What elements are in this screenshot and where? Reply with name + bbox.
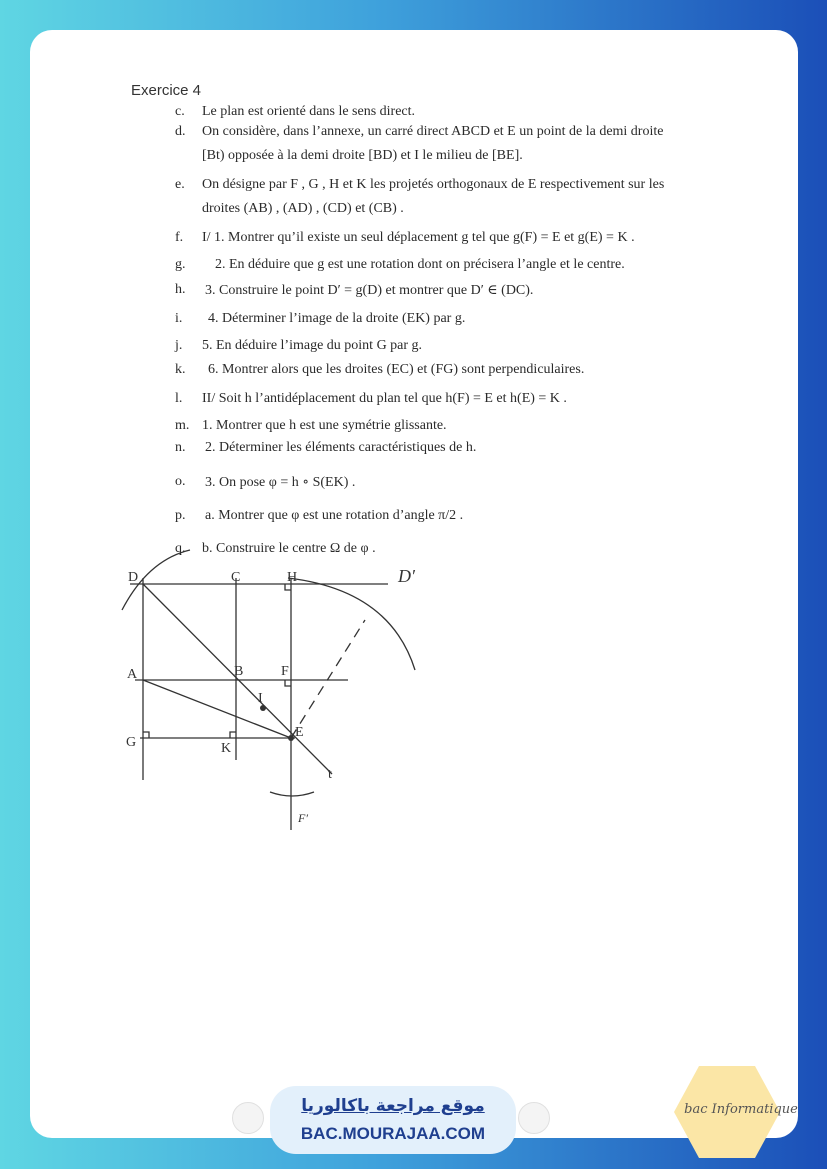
line-ae xyxy=(143,680,291,738)
label-a: A xyxy=(127,667,138,682)
exam-page: Exercice 4 c. Le plan est orienté dans le sens direct. d. On considère, dans l’annexe, un carré direct ABCD et E un point de la demi droite [Bt) opposée à la demi droite [BD) et I le milieu de [BE]. e. On désigne par F , G , H et K les projetés orthogonaux de E respectivement sur les droites (AB) , (AD) , (CD) et (CB) . f. I/ 1. Montrer qu’il existe un seul déplacement g tel que g(F) = E et g(E) = K . g. 2. En déduire que g est une rotation dont on précisera l’angle et le centre. h. 3. Construire le point D′ = g(D) et montrer que D′ ∈ (DC). i. 4. Déterminer l’image de la droite (EK) par g. j. 5. En déduire l’image du point G par g. k. 6. Montrer alors que les droites (EC) et (FG) sont perpendiculaires. l. II/ Soit h l’antidéplacement du plan tel que h(F) = E et h(E) = K . m. 1. Montrer que h est une symétrie glissante. n. 2. Déterminer les éléments caractéristiques de h. o. 3. On pose φ = h ∘ S(EK) . p. a. Montrer que φ est une rotation d’angle π/2 . q. b. Construire le centre Ω de φ . D C H D′ A B F I G K E t F′ xyxy=(30,30,798,1138)
badge-text: bac Informatique xyxy=(684,1102,798,1117)
exercise-title: Exercice 4 xyxy=(131,82,202,99)
label-f: F xyxy=(281,664,289,679)
right-angle-g xyxy=(143,732,149,738)
label-dprime: D′ xyxy=(398,566,415,586)
right-logo-icon xyxy=(518,1102,550,1134)
right-angle-k xyxy=(230,732,236,738)
label-b: B xyxy=(234,664,244,679)
label-d: D xyxy=(128,570,139,585)
left-logo-icon xyxy=(232,1102,264,1134)
geometry-figure xyxy=(30,30,798,1138)
arc-bottom xyxy=(270,792,314,796)
site-banner[interactable] xyxy=(270,1086,516,1154)
label-t: t xyxy=(328,767,332,782)
point-e xyxy=(288,735,294,741)
site-url[interactable]: BAC.MOURAJAA.COM xyxy=(300,1124,486,1143)
right-angle-f xyxy=(285,680,291,686)
label-e: E xyxy=(295,725,304,740)
arc-right xyxy=(288,578,415,670)
label-k: K xyxy=(221,741,232,756)
line-dashed xyxy=(291,620,365,738)
label-h: H xyxy=(287,570,298,585)
label-fprime: F′ xyxy=(298,811,308,825)
label-g: G xyxy=(126,735,137,750)
site-name-arabic[interactable]: موقع مراجعة باكالوريا xyxy=(301,1096,485,1116)
label-i: I xyxy=(258,691,263,706)
line-dt xyxy=(143,584,332,774)
label-c: C xyxy=(231,570,241,585)
